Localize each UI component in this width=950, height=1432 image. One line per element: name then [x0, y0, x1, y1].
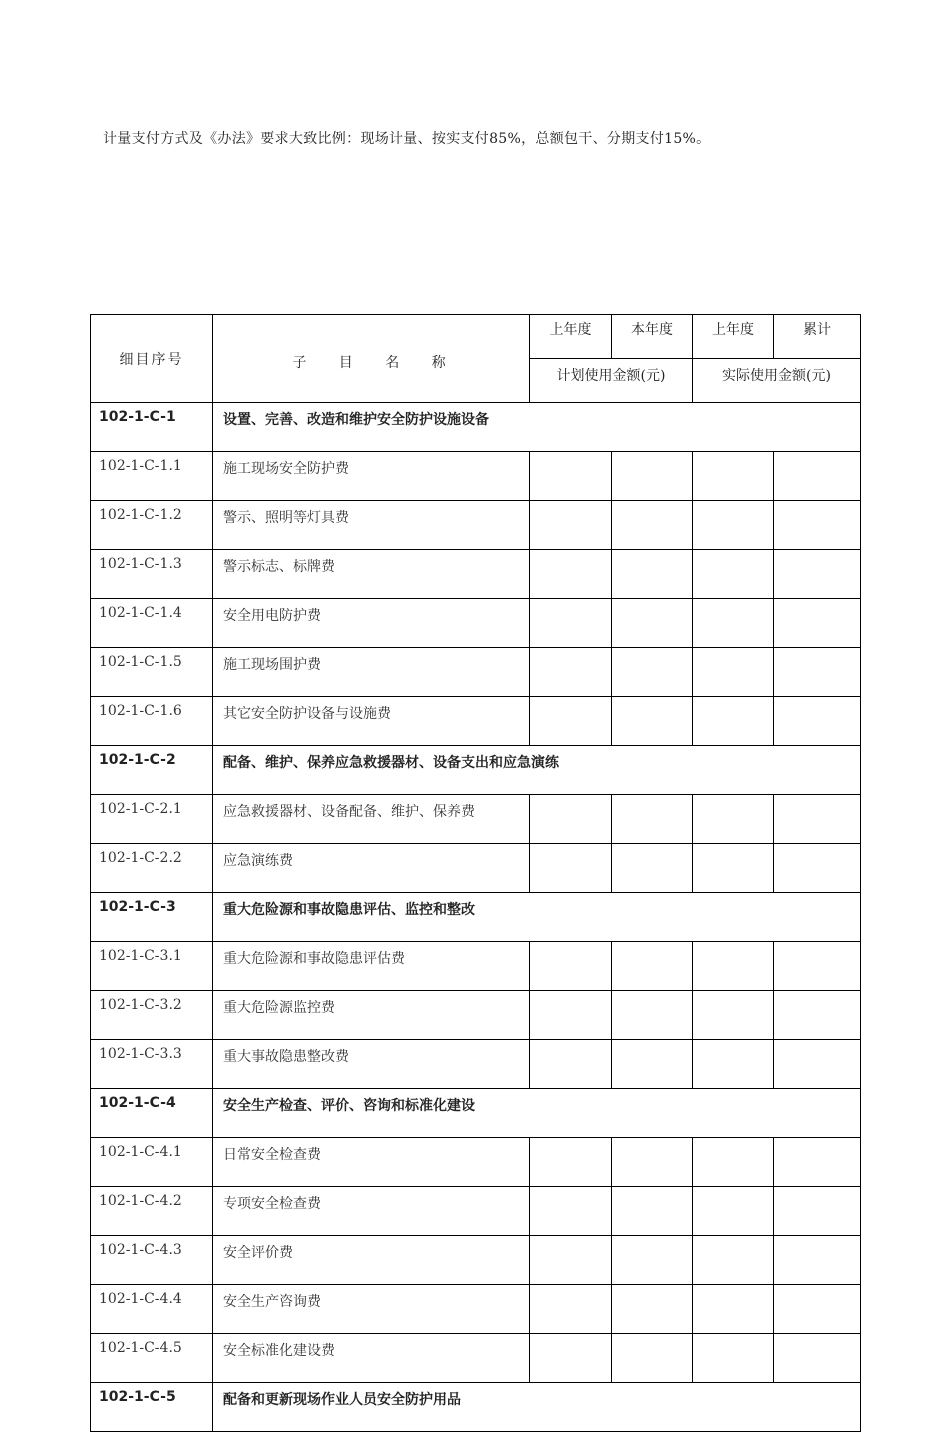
header-actual-amount: 实际使用金额(元) [693, 359, 861, 403]
table-row [91, 452, 861, 501]
row-name: 应急演练费 [213, 844, 530, 893]
cell-this-year-plan [612, 1334, 693, 1383]
cell-cumulative-actual [774, 942, 861, 991]
cell-this-year-plan [612, 648, 693, 697]
table-row [91, 648, 861, 697]
table-header [91, 315, 861, 403]
header-code: 细目序号 [91, 315, 213, 403]
cell-prev-year-actual [693, 1334, 774, 1383]
cell-this-year-plan [612, 1187, 693, 1236]
table-row [91, 550, 861, 599]
table-row [91, 1040, 861, 1089]
table-group-row [91, 1383, 861, 1432]
row-name: 安全评价费 [213, 1236, 530, 1285]
row-code: 102-1-C-1.3 [91, 550, 213, 599]
cell-prev-year-plan [530, 991, 612, 1040]
cell-this-year-plan [612, 501, 693, 550]
row-name: 配备、维护、保养应急救援器材、设备支出和应急演练 [213, 746, 861, 795]
cell-prev-year-actual [693, 1236, 774, 1285]
header-prev-year-plan: 上年度 [530, 315, 612, 359]
cell-cumulative-actual [774, 1138, 861, 1187]
table-row [91, 1236, 861, 1285]
header-plan-amount: 计划使用金额(元) [530, 359, 693, 403]
cell-cumulative-actual [774, 1285, 861, 1334]
row-code: 102-1-C-1.6 [91, 697, 213, 746]
header-this-year-plan: 本年度 [612, 315, 693, 359]
cell-prev-year-actual [693, 991, 774, 1040]
cell-prev-year-actual [693, 844, 774, 893]
row-name: 施工现场安全防护费 [213, 452, 530, 501]
row-name: 配备和更新现场作业人员安全防护用品 [213, 1383, 861, 1432]
row-code: 102-1-C-1.5 [91, 648, 213, 697]
cell-prev-year-plan [530, 844, 612, 893]
row-code: 102-1-C-4.4 [91, 1285, 213, 1334]
row-code: 102-1-C-4.1 [91, 1138, 213, 1187]
cell-cumulative-actual [774, 991, 861, 1040]
row-code: 102-1-C-5 [91, 1383, 213, 1432]
cell-cumulative-actual [774, 501, 861, 550]
safety-cost-table [90, 314, 861, 1432]
cell-prev-year-plan [530, 599, 612, 648]
header-prev-year-actual: 上年度 [693, 315, 774, 359]
cell-cumulative-actual [774, 795, 861, 844]
cell-this-year-plan [612, 942, 693, 991]
cell-cumulative-actual [774, 452, 861, 501]
table-row [91, 1285, 861, 1334]
row-name: 警示、照明等灯具费 [213, 501, 530, 550]
header-name [213, 315, 530, 403]
row-code: 102-1-C-3 [91, 893, 213, 942]
table-row [91, 599, 861, 648]
cell-cumulative-actual [774, 1040, 861, 1089]
cell-prev-year-actual [693, 501, 774, 550]
row-code: 102-1-C-2.1 [91, 795, 213, 844]
intro-paragraph: 计量支付方式及《办法》要求大致比例：现场计量、按实支付85%，总额包干、分期支付15%。 [103, 131, 711, 147]
row-code: 102-1-C-4.5 [91, 1334, 213, 1383]
row-code: 102-1-C-1.4 [91, 599, 213, 648]
row-name: 施工现场围护费 [213, 648, 530, 697]
cell-prev-year-plan [530, 795, 612, 844]
row-code: 102-1-C-2.2 [91, 844, 213, 893]
row-code: 102-1-C-4.3 [91, 1236, 213, 1285]
cell-this-year-plan [612, 697, 693, 746]
cell-prev-year-actual [693, 795, 774, 844]
row-name: 日常安全检查费 [213, 1138, 530, 1187]
table-body [91, 403, 861, 1432]
cell-this-year-plan [612, 1236, 693, 1285]
cell-this-year-plan [612, 452, 693, 501]
cell-this-year-plan [612, 991, 693, 1040]
cell-cumulative-actual [774, 1236, 861, 1285]
table-row [91, 844, 861, 893]
cell-prev-year-actual [693, 942, 774, 991]
table-group-row [91, 1089, 861, 1138]
row-name: 安全标准化建设费 [213, 1334, 530, 1383]
cell-this-year-plan [612, 795, 693, 844]
table-group-row [91, 403, 861, 452]
cell-this-year-plan [612, 1285, 693, 1334]
row-code: 102-1-C-1.2 [91, 501, 213, 550]
cell-prev-year-actual [693, 1285, 774, 1334]
row-name: 设置、完善、改造和维护安全防护设施设备 [213, 403, 861, 452]
row-name: 其它安全防护设备与设施费 [213, 697, 530, 746]
row-code: 102-1-C-3.3 [91, 1040, 213, 1089]
cell-this-year-plan [612, 1040, 693, 1089]
cell-prev-year-plan [530, 942, 612, 991]
cell-prev-year-plan [530, 1187, 612, 1236]
row-code: 102-1-C-4 [91, 1089, 213, 1138]
cell-prev-year-actual [693, 550, 774, 599]
cell-prev-year-plan [530, 1040, 612, 1089]
cell-prev-year-actual [693, 1138, 774, 1187]
cell-prev-year-plan [530, 1334, 612, 1383]
row-name: 警示标志、标牌费 [213, 550, 530, 599]
cell-prev-year-plan [530, 1285, 612, 1334]
row-name: 重大危险源监控费 [213, 991, 530, 1040]
row-code: 102-1-C-1 [91, 403, 213, 452]
row-name: 应急救援器材、设备配备、维护、保养费 [213, 795, 530, 844]
row-code: 102-1-C-2 [91, 746, 213, 795]
cell-this-year-plan [612, 844, 693, 893]
cell-cumulative-actual [774, 1187, 861, 1236]
cell-prev-year-plan [530, 1236, 612, 1285]
header-cumulative-actual: 累计 [774, 315, 861, 359]
cell-prev-year-actual [693, 1187, 774, 1236]
cell-prev-year-actual [693, 452, 774, 501]
header-name-text: 子 目 名 称 [292, 354, 460, 371]
cell-prev-year-plan [530, 648, 612, 697]
cell-prev-year-plan [530, 697, 612, 746]
row-code: 102-1-C-1.1 [91, 452, 213, 501]
cell-prev-year-actual [693, 1040, 774, 1089]
row-code: 102-1-C-4.2 [91, 1187, 213, 1236]
table-row [91, 1187, 861, 1236]
row-name: 安全生产检查、评价、咨询和标准化建设 [213, 1089, 861, 1138]
table-group-row [91, 746, 861, 795]
cell-cumulative-actual [774, 697, 861, 746]
cell-cumulative-actual [774, 550, 861, 599]
cell-prev-year-actual [693, 599, 774, 648]
cell-this-year-plan [612, 599, 693, 648]
row-name: 重大事故隐患整改费 [213, 1040, 530, 1089]
row-name: 安全用电防护费 [213, 599, 530, 648]
cell-this-year-plan [612, 550, 693, 599]
table-row [91, 1334, 861, 1383]
row-name: 安全生产咨询费 [213, 1285, 530, 1334]
table-row [91, 942, 861, 991]
table-row [91, 991, 861, 1040]
cell-prev-year-plan [530, 501, 612, 550]
table-row [91, 795, 861, 844]
row-name: 专项安全检查费 [213, 1187, 530, 1236]
row-code: 102-1-C-3.2 [91, 991, 213, 1040]
cell-prev-year-actual [693, 697, 774, 746]
cell-cumulative-actual [774, 599, 861, 648]
row-name: 重大危险源和事故隐患评估、监控和整改 [213, 893, 861, 942]
row-code: 102-1-C-3.1 [91, 942, 213, 991]
row-name: 重大危险源和事故隐患评估费 [213, 942, 530, 991]
cell-prev-year-plan [530, 550, 612, 599]
cell-cumulative-actual [774, 1334, 861, 1383]
table-row [91, 697, 861, 746]
table-row [91, 1138, 861, 1187]
table-group-row [91, 893, 861, 942]
cell-prev-year-plan [530, 452, 612, 501]
cell-prev-year-plan [530, 1138, 612, 1187]
cell-cumulative-actual [774, 844, 861, 893]
cell-prev-year-actual [693, 648, 774, 697]
cell-this-year-plan [612, 1138, 693, 1187]
cell-cumulative-actual [774, 648, 861, 697]
table-row [91, 501, 861, 550]
